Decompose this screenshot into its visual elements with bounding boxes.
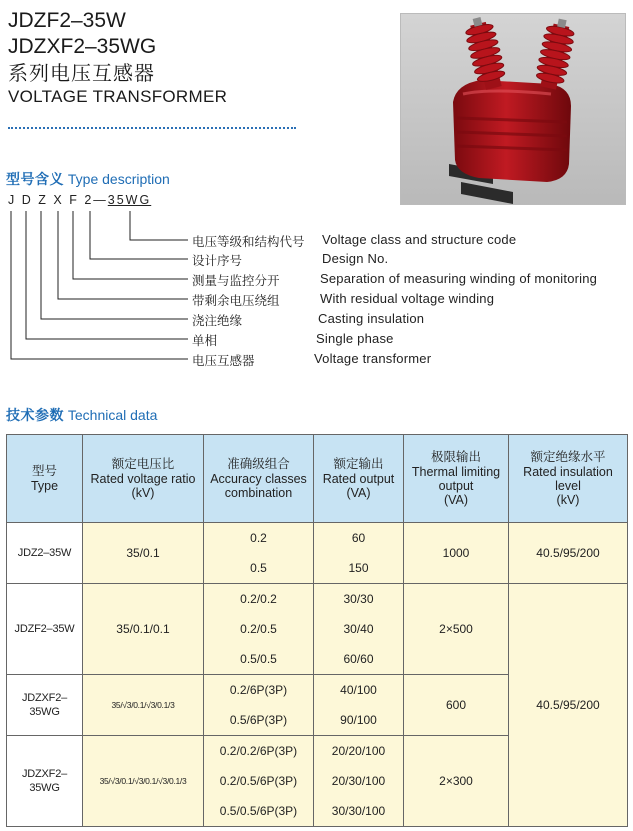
cell-ratio: 35/0.1/0.1 <box>83 584 204 675</box>
desc-cn-single-phase: 单相 <box>192 333 218 348</box>
desc-en-design-no: Design No. <box>322 251 389 266</box>
dotted-divider <box>8 127 296 129</box>
col-header-insulation: 额定绝缘水平 Rated insulation level (kV) <box>509 435 628 523</box>
cell-limit: 2×300 <box>404 736 509 827</box>
type-description-heading: 型号含义 Type description <box>6 171 170 188</box>
cell-limit: 600 <box>404 675 509 736</box>
desc-en-voltage-transformer: Voltage transformer <box>314 351 432 366</box>
cell-ratio: 35/√3/0.1/√3/0.1/3 <box>83 675 204 736</box>
table-header-row <box>7 435 628 523</box>
cell-output: 40/100 90/100 <box>314 675 404 736</box>
col-header-accuracy: 准确级组合 Accuracy classes combination <box>204 435 314 523</box>
cell-accuracy: 0.2/0.2 0.2/0.5 0.5/0.5 <box>204 584 314 675</box>
cell-model: JDZ2–35W <box>7 523 83 584</box>
cell-limit: 1000 <box>404 523 509 584</box>
desc-cn-casting: 浇注绝缘 <box>192 313 243 328</box>
series-title-cn: 系列电压互感器 <box>8 61 155 85</box>
desc-cn-separation: 测量与监控分开 <box>192 273 280 288</box>
technical-data-table <box>6 434 628 827</box>
col-header-ratio: 额定电压比 Rated voltage ratio (kV) <box>83 435 204 523</box>
cell-output: 30/30 30/40 60/60 <box>314 584 404 675</box>
cell-accuracy: 0.2/0.2/6P(3P) 0.2/0.5/6P(3P) 0.5/0.5/6P(3P) <box>204 736 314 827</box>
cell-ratio: 35/0.1 <box>83 523 204 584</box>
desc-cn-design-no: 设计序号 <box>192 253 243 268</box>
col-header-output: 额定输出 Rated output (VA) <box>314 435 404 523</box>
model-title-2: JDZXF2–35WG <box>8 35 157 58</box>
cell-accuracy: 0.2/6P(3P) 0.5/6P(3P) <box>204 675 314 736</box>
desc-en-casting: Casting insulation <box>318 311 425 326</box>
series-title-en: VOLTAGE TRANSFORMER <box>8 87 228 106</box>
desc-cn-voltage-transformer: 电压互感器 <box>192 353 255 368</box>
desc-cn-voltage-class: 电压等级和结构代号 <box>192 234 305 249</box>
cell-output: 60 150 <box>314 523 404 584</box>
col-header-type: 型号 Type <box>7 435 83 523</box>
cell-insulation: 40.5/95/200 <box>509 523 628 584</box>
table-row <box>7 584 628 675</box>
cell-model: JDZF2–35W <box>7 584 83 675</box>
cell-accuracy: 0.2 0.5 <box>204 523 314 584</box>
model-title-1: JDZF2–35W <box>8 9 126 32</box>
transformer-illustration <box>401 14 626 205</box>
table-row <box>7 523 628 584</box>
desc-en-separation: Separation of measuring winding of monitoring <box>320 271 598 286</box>
title-block <box>8 8 227 108</box>
desc-en-voltage-class: Voltage class and structure code <box>322 232 517 247</box>
model-code: J D Z X F 2—35WG <box>8 193 152 207</box>
cell-model: JDZXF2–35WG <box>7 675 83 736</box>
cell-insulation: 40.5/95/200 <box>509 584 628 827</box>
desc-cn-residual: 带剩余电压绕组 <box>192 293 280 308</box>
desc-en-residual: With residual voltage winding <box>320 291 495 306</box>
cell-model: JDZXF2–35WG <box>7 736 83 827</box>
cell-limit: 2×500 <box>404 584 509 675</box>
technical-data-heading: 技术参数 Technical data <box>6 407 158 424</box>
cell-ratio: 35/√3/0.1/√3/0.1/√3/0.1/3 <box>83 736 204 827</box>
product-photo <box>400 13 626 205</box>
cell-output: 20/20/100 20/30/100 30/30/100 <box>314 736 404 827</box>
desc-en-single-phase: Single phase <box>316 331 394 346</box>
col-header-limit: 极限输出 Thermal limiting output (VA) <box>404 435 509 523</box>
